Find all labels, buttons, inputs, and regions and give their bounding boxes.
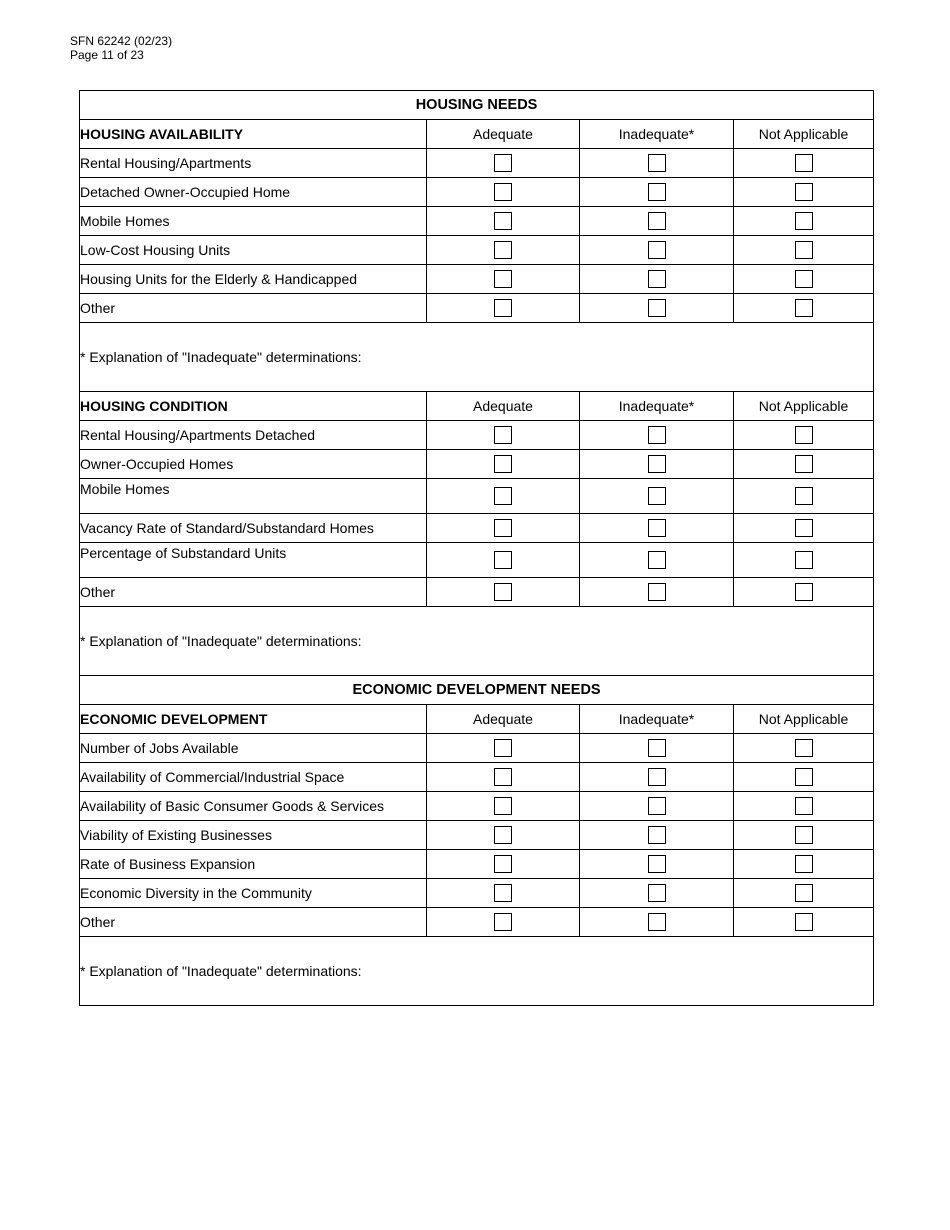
form-number: SFN 62242 (02/23) <box>70 34 173 48</box>
adequate-checkbox[interactable] <box>494 241 512 259</box>
row-label: Detached Owner-Occupied Home <box>80 178 427 207</box>
column-header-inadequate: Inadequate* <box>580 705 734 734</box>
inadequate-checkbox[interactable] <box>648 154 666 172</box>
table-row <box>80 734 874 763</box>
adequate-checkbox[interactable] <box>494 183 512 201</box>
inadequate-checkbox[interactable] <box>648 270 666 288</box>
row-label: Viability of Existing Businesses <box>80 821 427 850</box>
inadequate-checkbox[interactable] <box>648 583 666 601</box>
row-label: Rental Housing/Apartments Detached <box>80 421 427 450</box>
inadequate-checkbox[interactable] <box>648 241 666 259</box>
not-applicable-checkbox[interactable] <box>795 884 813 902</box>
adequate-checkbox[interactable] <box>494 855 512 873</box>
row-label: Housing Units for the Elderly & Handicapped <box>80 265 427 294</box>
table-row <box>80 879 874 908</box>
not-applicable-checkbox[interactable] <box>795 455 813 473</box>
explanation-field-housing-availability[interactable]: * Explanation of "Inadequate" determinations: <box>80 323 874 392</box>
row-label: Other <box>80 294 427 323</box>
adequate-checkbox[interactable] <box>494 212 512 230</box>
not-applicable-checkbox[interactable] <box>795 739 813 757</box>
column-header-inadequate: Inadequate* <box>580 120 734 149</box>
subsection-heading-economic-development: ECONOMIC DEVELOPMENT <box>80 705 427 734</box>
table-row <box>80 479 874 514</box>
inadequate-checkbox[interactable] <box>648 455 666 473</box>
table-row <box>80 207 874 236</box>
row-label: Vacancy Rate of Standard/Substandard Homes <box>80 514 427 543</box>
row-label: Other <box>80 578 427 607</box>
not-applicable-checkbox[interactable] <box>795 154 813 172</box>
inadequate-checkbox[interactable] <box>648 797 666 815</box>
column-header-adequate: Adequate <box>427 392 580 421</box>
not-applicable-checkbox[interactable] <box>795 913 813 931</box>
adequate-checkbox[interactable] <box>494 913 512 931</box>
table-row <box>80 792 874 821</box>
not-applicable-checkbox[interactable] <box>795 797 813 815</box>
table-row <box>80 421 874 450</box>
inadequate-checkbox[interactable] <box>648 551 666 569</box>
row-label: Rental Housing/Apartments <box>80 149 427 178</box>
adequate-checkbox[interactable] <box>494 270 512 288</box>
not-applicable-checkbox[interactable] <box>795 487 813 505</box>
adequate-checkbox[interactable] <box>494 739 512 757</box>
adequate-checkbox[interactable] <box>494 455 512 473</box>
not-applicable-checkbox[interactable] <box>795 241 813 259</box>
inadequate-checkbox[interactable] <box>648 183 666 201</box>
adequate-checkbox[interactable] <box>494 551 512 569</box>
table-row <box>80 850 874 879</box>
adequate-checkbox[interactable] <box>494 426 512 444</box>
not-applicable-checkbox[interactable] <box>795 551 813 569</box>
row-label: Other <box>80 908 427 937</box>
row-label: Rate of Business Expansion <box>80 850 427 879</box>
adequate-checkbox[interactable] <box>494 583 512 601</box>
table-row <box>80 265 874 294</box>
inadequate-checkbox[interactable] <box>648 519 666 537</box>
table-row <box>80 149 874 178</box>
adequate-checkbox[interactable] <box>494 519 512 537</box>
explanation-field-housing-condition[interactable]: * Explanation of "Inadequate" determinations: <box>80 607 874 676</box>
needs-assessment-table <box>79 90 874 1006</box>
subsection-heading-housing-condition: HOUSING CONDITION <box>80 392 427 421</box>
row-label: Mobile Homes <box>80 479 427 514</box>
column-header-adequate: Adequate <box>427 120 580 149</box>
table-row <box>80 821 874 850</box>
row-label: Percentage of Substandard Units <box>80 543 427 578</box>
column-header-adequate: Adequate <box>427 705 580 734</box>
row-label: Economic Diversity in the Community <box>80 879 427 908</box>
inadequate-checkbox[interactable] <box>648 487 666 505</box>
row-label: Owner-Occupied Homes <box>80 450 427 479</box>
table-row <box>80 514 874 543</box>
inadequate-checkbox[interactable] <box>648 826 666 844</box>
adequate-checkbox[interactable] <box>494 487 512 505</box>
table-row <box>80 178 874 207</box>
explanation-field-economic-development[interactable]: * Explanation of "Inadequate" determinations: <box>80 937 874 1006</box>
row-label: Availability of Basic Consumer Goods & Services <box>80 792 427 821</box>
row-label: Availability of Commercial/Industrial Space <box>80 763 427 792</box>
row-label: Mobile Homes <box>80 207 427 236</box>
column-header-not-applicable: Not Applicable <box>734 392 874 421</box>
page-number: Page 11 of 23 <box>70 48 144 62</box>
adequate-checkbox[interactable] <box>494 299 512 317</box>
not-applicable-checkbox[interactable] <box>795 583 813 601</box>
not-applicable-checkbox[interactable] <box>795 212 813 230</box>
inadequate-checkbox[interactable] <box>648 426 666 444</box>
inadequate-checkbox[interactable] <box>648 768 666 786</box>
adequate-checkbox[interactable] <box>494 768 512 786</box>
section-title-housing-needs: HOUSING NEEDS <box>80 91 874 120</box>
not-applicable-checkbox[interactable] <box>795 826 813 844</box>
inadequate-checkbox[interactable] <box>648 913 666 931</box>
inadequate-checkbox[interactable] <box>648 739 666 757</box>
not-applicable-checkbox[interactable] <box>795 183 813 201</box>
subsection-heading-housing-availability: HOUSING AVAILABILITY <box>80 120 427 149</box>
table-row <box>80 294 874 323</box>
adequate-checkbox[interactable] <box>494 826 512 844</box>
inadequate-checkbox[interactable] <box>648 212 666 230</box>
inadequate-checkbox[interactable] <box>648 855 666 873</box>
row-label: Number of Jobs Available <box>80 734 427 763</box>
column-header-not-applicable: Not Applicable <box>734 705 874 734</box>
form-header <box>70 34 172 62</box>
column-header-not-applicable: Not Applicable <box>734 120 874 149</box>
not-applicable-checkbox[interactable] <box>795 519 813 537</box>
not-applicable-checkbox[interactable] <box>795 768 813 786</box>
table-row <box>80 236 874 265</box>
not-applicable-checkbox[interactable] <box>795 855 813 873</box>
table-row <box>80 578 874 607</box>
not-applicable-checkbox[interactable] <box>795 270 813 288</box>
section-title-economic-development-needs: ECONOMIC DEVELOPMENT NEEDS <box>80 676 874 705</box>
inadequate-checkbox[interactable] <box>648 299 666 317</box>
adequate-checkbox[interactable] <box>494 884 512 902</box>
adequate-checkbox[interactable] <box>494 154 512 172</box>
inadequate-checkbox[interactable] <box>648 884 666 902</box>
not-applicable-checkbox[interactable] <box>795 299 813 317</box>
not-applicable-checkbox[interactable] <box>795 426 813 444</box>
table-row <box>80 543 874 578</box>
table-row <box>80 763 874 792</box>
adequate-checkbox[interactable] <box>494 797 512 815</box>
row-label: Low-Cost Housing Units <box>80 236 427 265</box>
table-row <box>80 450 874 479</box>
table-row <box>80 908 874 937</box>
column-header-inadequate: Inadequate* <box>580 392 734 421</box>
